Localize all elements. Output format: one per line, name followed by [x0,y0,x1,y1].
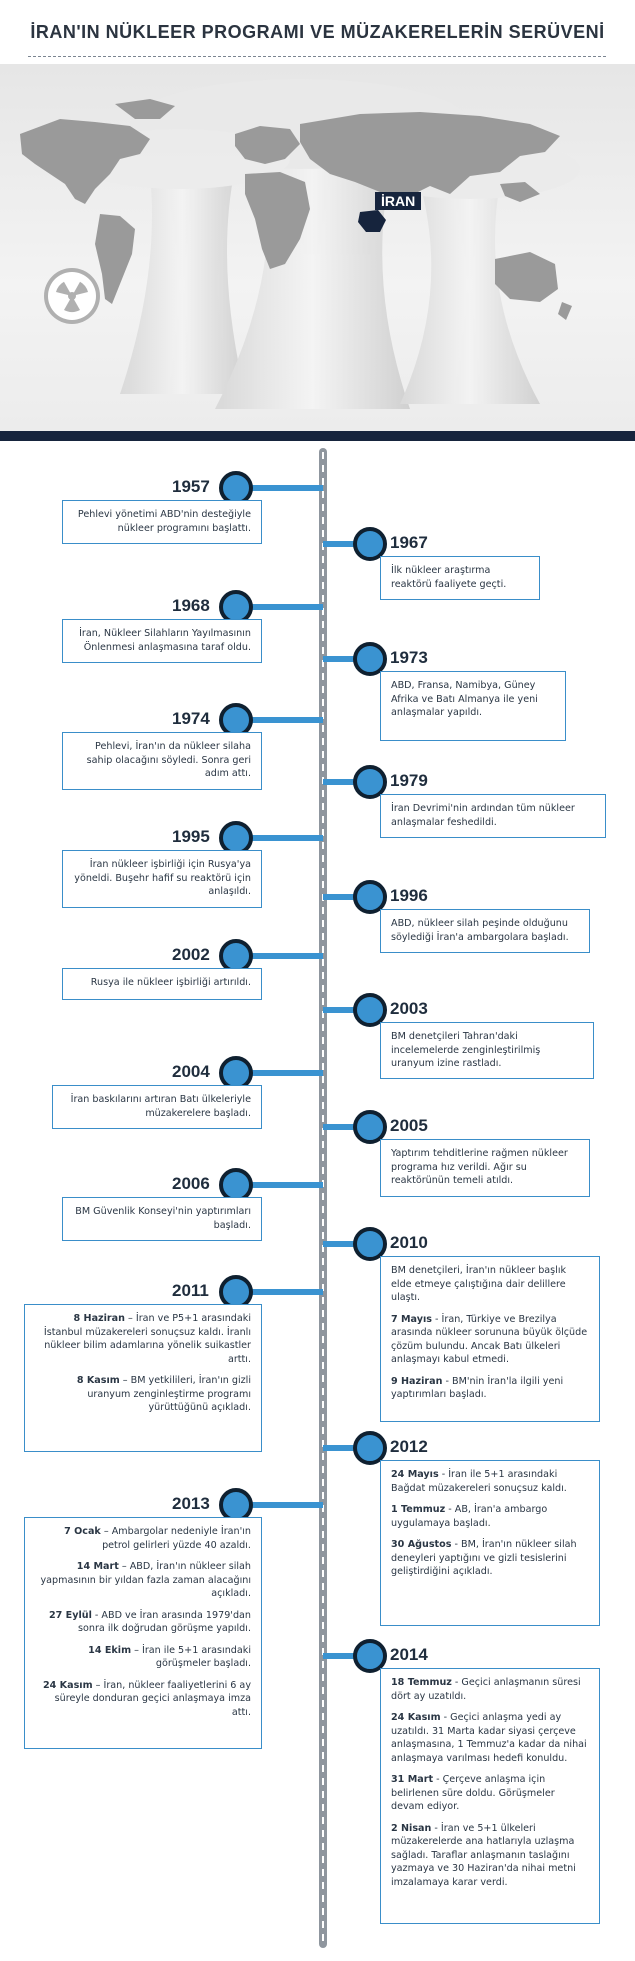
timeline-event [391,1375,589,1402]
map-label-iran: İRAN [375,192,421,210]
timeline-event-box [62,1197,262,1241]
timeline-year: 1979 [390,771,428,790]
timeline-connector [252,1502,323,1508]
timeline-event [35,1560,251,1601]
hero-banner [0,64,635,431]
timeline-event [391,1030,583,1071]
timeline-event-box [24,1517,262,1749]
timeline-event [73,740,251,781]
timeline-event [73,508,251,535]
timeline-event-box [380,1139,590,1197]
timeline-event [391,1313,589,1367]
timeline-event [391,1538,589,1579]
timeline-year: 2013 [172,1494,210,1513]
timeline-event [391,1822,589,1890]
timeline-year: 1974 [172,709,210,728]
timeline-year: 1957 [172,477,210,496]
timeline-event-box [380,556,540,600]
timeline-year: 1996 [390,886,428,905]
timeline-year: 1967 [390,533,428,552]
timeline-event [391,1503,589,1530]
event-date: 14 Mart [76,1561,119,1572]
timeline-event-box [62,732,262,790]
timeline-connector [252,604,323,610]
event-date: 30 Ağustos [391,1539,452,1550]
event-date: 7 Mayıs [391,1313,432,1325]
event-text: Rusya ile nükleer işbirliği artırıldı. [90,977,251,988]
timeline-axis-dash [322,452,324,1944]
page-title: İRAN'IN NÜKLEER PROGRAMI VE MÜZAKERELERİN SERÜVENİ [30,22,605,42]
timeline-event [63,1093,251,1120]
event-text: İran Devrimi'nin ardından tüm nükleer anlaşmalar feshedildi. [391,803,575,828]
event-text: Yaptırım tehditlerine rağmen nükleer programa hız verildi. Ağır su reaktörünün temeli atıldı. [391,1148,568,1186]
timeline-connector [252,717,323,723]
timeline-connector [252,1070,323,1076]
timeline-event-box [52,1085,262,1129]
timeline-year: 2004 [172,1062,210,1081]
event-text: - Çerçeve anlaşma için belirlenen süre doldu. Görüşmeler devam ediyor. [391,1774,555,1812]
timeline-connector [252,485,323,491]
event-text: – Ambargolar nedeniyle İran'ın petrol gelirleri yüzde 40 azaldı. [100,1526,251,1551]
timeline-connector [252,1182,323,1188]
event-text: İlk nükleer araştırma reaktörü faaliyete geçti. [391,565,507,590]
event-text: - İran, Türkiye ve Brezilya arasında nükleer sorununa büyük ölçüde çözüm bulundu. Ancak Batı ülkeleri anlaşmayı kabul etmedi. [391,1313,588,1365]
event-date: 24 Mayıs [391,1469,439,1480]
timeline-year: 2011 [172,1281,209,1300]
timeline-connector [252,835,323,841]
timeline-event [391,1147,579,1188]
event-text: Pehlevi, İran'ın da nükleer silaha sahip olacağını söyledi. Sonra geri adım attı. [86,741,251,779]
timeline-year: 2012 [390,1437,428,1456]
title-divider [28,56,606,57]
timeline-event [35,1609,251,1636]
timeline-event [35,1644,251,1671]
timeline-event [391,917,579,944]
event-text: ABD, nükleer silah peşinde olduğunu söylediği İran'a ambargolara başladı. [391,918,569,943]
event-text: – İran ile 5+1 arasındaki görüşmeler başladı. [131,1644,251,1669]
timeline-event-box [62,850,262,908]
event-text: BM denetçileri Tahran'daki incelemelerde zenginleştirilmiş uranyum izine rastladı. [391,1031,541,1069]
timeline-event [391,1264,589,1305]
event-text: – İran ve P5+1 arasındaki İstanbul müzakereleri sonuçsuz kaldı. İranlı nükleer bilim adamlarına yönelik suikastler arttı. [43,1313,251,1365]
timeline-connector [252,1289,323,1295]
event-text: - İran ile 5+1 arasındaki Bağdat müzakereleri sonuçsuz kaldı. [391,1469,567,1494]
event-text: BM denetçileri, İran'ın nükleer başlık elde etmeye çalıştığına dair delillere ulaştı. [391,1265,567,1303]
timeline-event [73,1205,251,1232]
timeline-event [35,1374,251,1415]
event-text: - BM, İran'ın nükleer silah deneyleri yaptığını ve gizli tesislerini geliştirdiğini açıkladı. [391,1539,577,1577]
timeline-event [35,1525,251,1552]
event-date: 8 Haziran [73,1313,125,1324]
timeline-event [391,679,555,720]
timeline-year: 1995 [172,827,210,846]
timeline-event-box [62,500,262,544]
timeline-event [73,976,251,990]
timeline-year: 2003 [390,999,428,1018]
timeline-event [391,564,529,591]
event-text: – ABD, İran'ın nükleer silah yapmasının bir yıldan fazla zaman alacağını açıkladı. [40,1561,251,1599]
timeline-event [73,627,251,654]
timeline-year: 1968 [172,596,210,615]
event-text: - ABD ve İran arasında 1979'dan sonra ilk doğrudan görüşme yapıldı. [78,1609,251,1634]
timeline-event [391,802,595,829]
radiation-icon [44,268,100,324]
event-date: 18 Temmuz [391,1677,452,1688]
timeline-year: 2005 [390,1116,428,1135]
event-text: İran baskılarını artıran Batı ülkeleriyle müzakerelere başladı. [70,1094,251,1119]
event-text: - Geçici anlaşma yedi ay uzatıldı. 31 Marta kadar siyasi çerçeve anlaşmasına, 1 Temmuz'a kadar da nihai anlaşmaya varılması hedefi konuldu. [391,1712,587,1764]
timeline-event [391,1711,589,1765]
timeline-event-box [62,968,262,1000]
event-date: 27 Eylül [48,1609,92,1621]
timeline-event [391,1676,589,1703]
event-text: - İran ve 5+1 ülkeleri müzakerelerde ana hatlarıyla uzlaşma sağladı. Taraflar anlaşmanın taslağını yazmaya ve 30 Haziran'da nihai metni imzalamaya karar verdi. [391,1822,576,1888]
timeline-year: 1973 [390,648,428,667]
event-text: BM Güvenlik Konseyi'nin yaptırımları başladı. [75,1206,251,1231]
event-text: - BM'nin İran'la ilgili yeni yaptırımları başladı. [391,1375,564,1400]
event-text: Pehlevi yönetimi ABD'nin desteğiyle nükleer programını başlattı. [77,509,251,534]
timeline-event-box [380,909,590,953]
timeline-event-box [380,1668,600,1924]
timeline-event-box [380,794,606,838]
hero-illustration [0,64,635,431]
timeline-event [35,1312,251,1366]
event-date: 24 Kasım [391,1712,441,1723]
event-text: ABD, Fransa, Namibya, Güney Afrika ve Batı Almanya ile yeni anlaşmalar yapıldı. [391,680,538,718]
timeline-event [35,1679,251,1720]
header-divider [0,431,635,441]
event-date: 24 Kasım [42,1679,93,1691]
timeline-event-box [380,1256,600,1422]
event-text: - Geçici anlaşmanın süresi dört ay uzatıldı. [391,1677,581,1702]
event-date: 1 Temmuz [391,1504,446,1515]
timeline-event [391,1468,589,1495]
event-date: 14 Ekim [88,1644,132,1656]
timeline-event [391,1773,589,1814]
timeline-event-box [380,1022,594,1079]
timeline-year: 2014 [390,1645,428,1664]
event-text: – BM yetkilileri, İran'ın gizli uranyum zenginleştirme programı yürüttüğünü açıkladı. [87,1375,251,1413]
timeline-event-box [62,619,262,663]
event-date: 31 Mart [391,1774,434,1785]
event-date: 9 Haziran [391,1375,443,1387]
timeline-year: 2006 [172,1174,210,1193]
timeline-event-box [380,1460,600,1626]
event-text: İran nükleer işbirliği için Rusya'ya yöneldi. Buşehr hafif su reaktörü için anlaşıldı. [74,859,251,897]
timeline-event [73,858,251,899]
timeline-event-box [380,671,566,741]
event-text: – İran, nükleer faaliyetlerini 6 ay süreyle donduran geçici anlaşmaya imza attı. [54,1679,251,1718]
event-date: 2 Nisan [391,1822,432,1834]
event-text: İran, Nükleer Silahların Yayılmasının Önlenmesi anlaşmasına taraf oldu. [79,628,251,653]
timeline-year: 2002 [172,945,210,964]
event-date: 7 Ocak [64,1526,101,1537]
timeline-event-box [24,1304,262,1452]
timeline-connector [252,953,323,959]
event-text: - AB, İran'a ambargo uygulamaya başladı. [391,1504,548,1529]
timeline-year: 2010 [390,1233,428,1252]
event-date: 8 Kasım [76,1375,120,1386]
